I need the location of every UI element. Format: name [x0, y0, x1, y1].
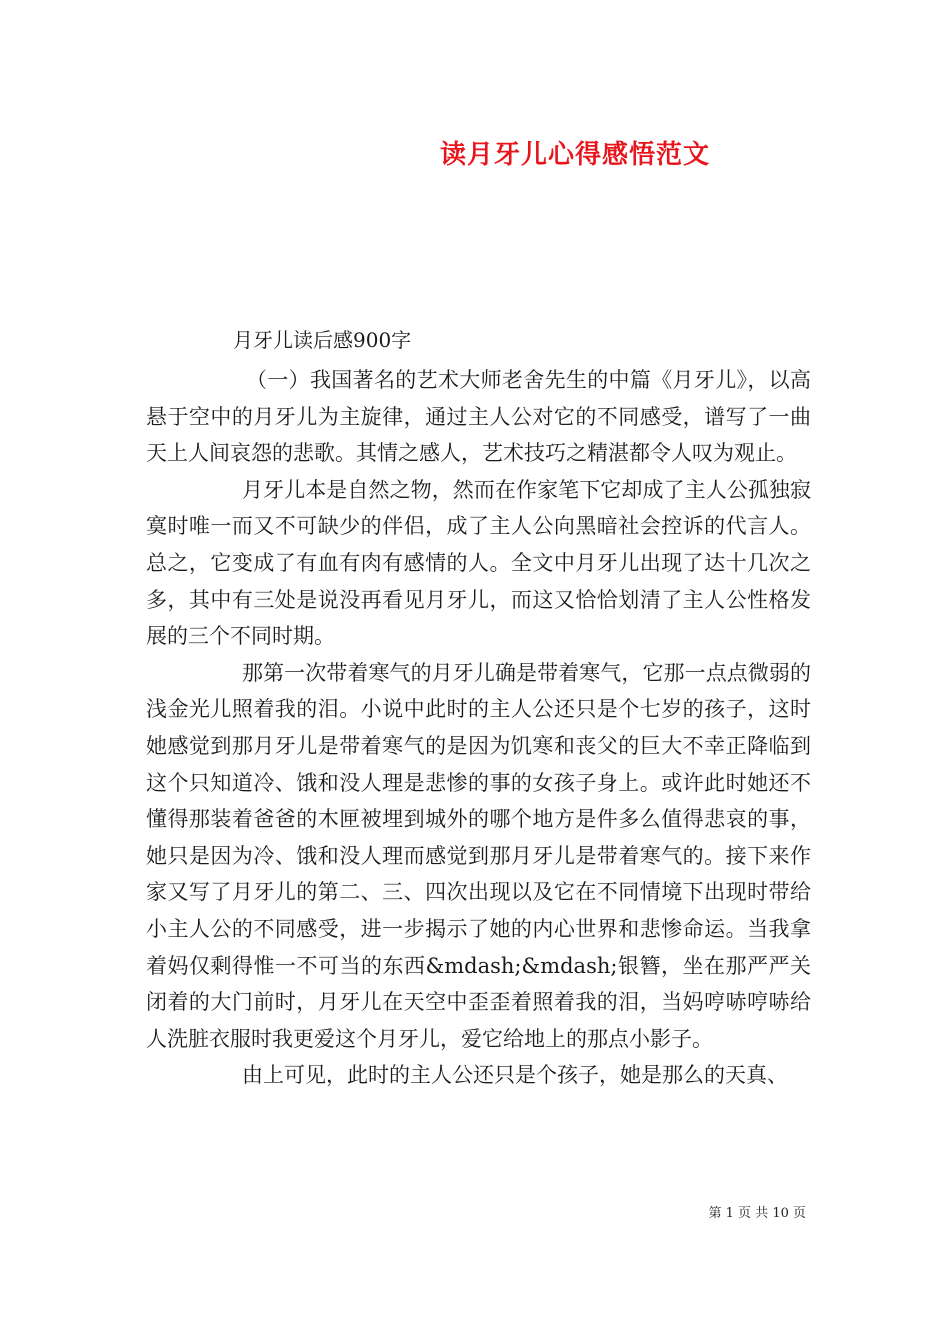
document-title: 读月牙儿心得感悟范文: [439, 140, 710, 170]
paragraph-2: 月牙儿本是自然之物，然而在作家笔下它却成了主人公孤独寂寞时唯一而又不可缺少的伴侣，成了主人公向黑暗社会控诉的代言人。总之，它变成了有血有肉有感情的人。全文中月牙儿出现了达十几次之多，其中有三处是说没再看见月牙儿，而这又恰恰划清了主人公性格发展的三个不同时期。: [146, 477, 811, 649]
page-number-footer: 第 1 页 共 10 页: [708, 1206, 806, 1221]
paragraph-1: （一）我国著名的艺术大师老舍先生的中篇《月牙儿》，以高悬于空中的月牙儿为主旋律，通过主人公对它的不同感受，谱写了一曲天上人间哀怨的悲歌。其情之感人，艺术技巧之精湛都令人叹为观止。: [146, 368, 811, 466]
document-subtitle: 月牙儿读后感900字: [233, 328, 412, 352]
paragraph-4: 由上可见，此时的主人公还只是个孩子，她是那么的天真、: [242, 1063, 788, 1088]
paragraph-3: 那第一次带着寒气的月牙儿确是带着寒气，它那一点点微弱的浅金光儿照着我的泪。小说中此时的主人公还只是个七岁的孩子，这时她感觉到那月牙儿是带着寒气的是因为饥寒和丧父的巨大不幸正降临到这个只知道冷、饿和没人理是悲惨的事的女孩子身上。或许此时她还不懂得那装着爸爸的木匣被埋到城外的哪个地方是件多么值得悲哀的事，她只是因为冷、饿和没人理而感觉到那月牙儿是带着寒气的。接下来作家又写了月牙儿的第二、三、四次出现以及它在不同情境下出现时带给小主人公的不同感受，进一步揭示了她的内心世界和悲惨命运。当我拿着妈仅剩得惟一不可当的东西&mdash;&mdash;银簪，坐在那严严关闭着的大门前时，月牙儿在天空中歪歪着照着我的泪，当妈哼哧哼哧给人洗脏衣服时我更爱这个月牙儿，爱它给地上的那点小影子。: [146, 660, 811, 1051]
document-body: [146, 362, 811, 1094]
